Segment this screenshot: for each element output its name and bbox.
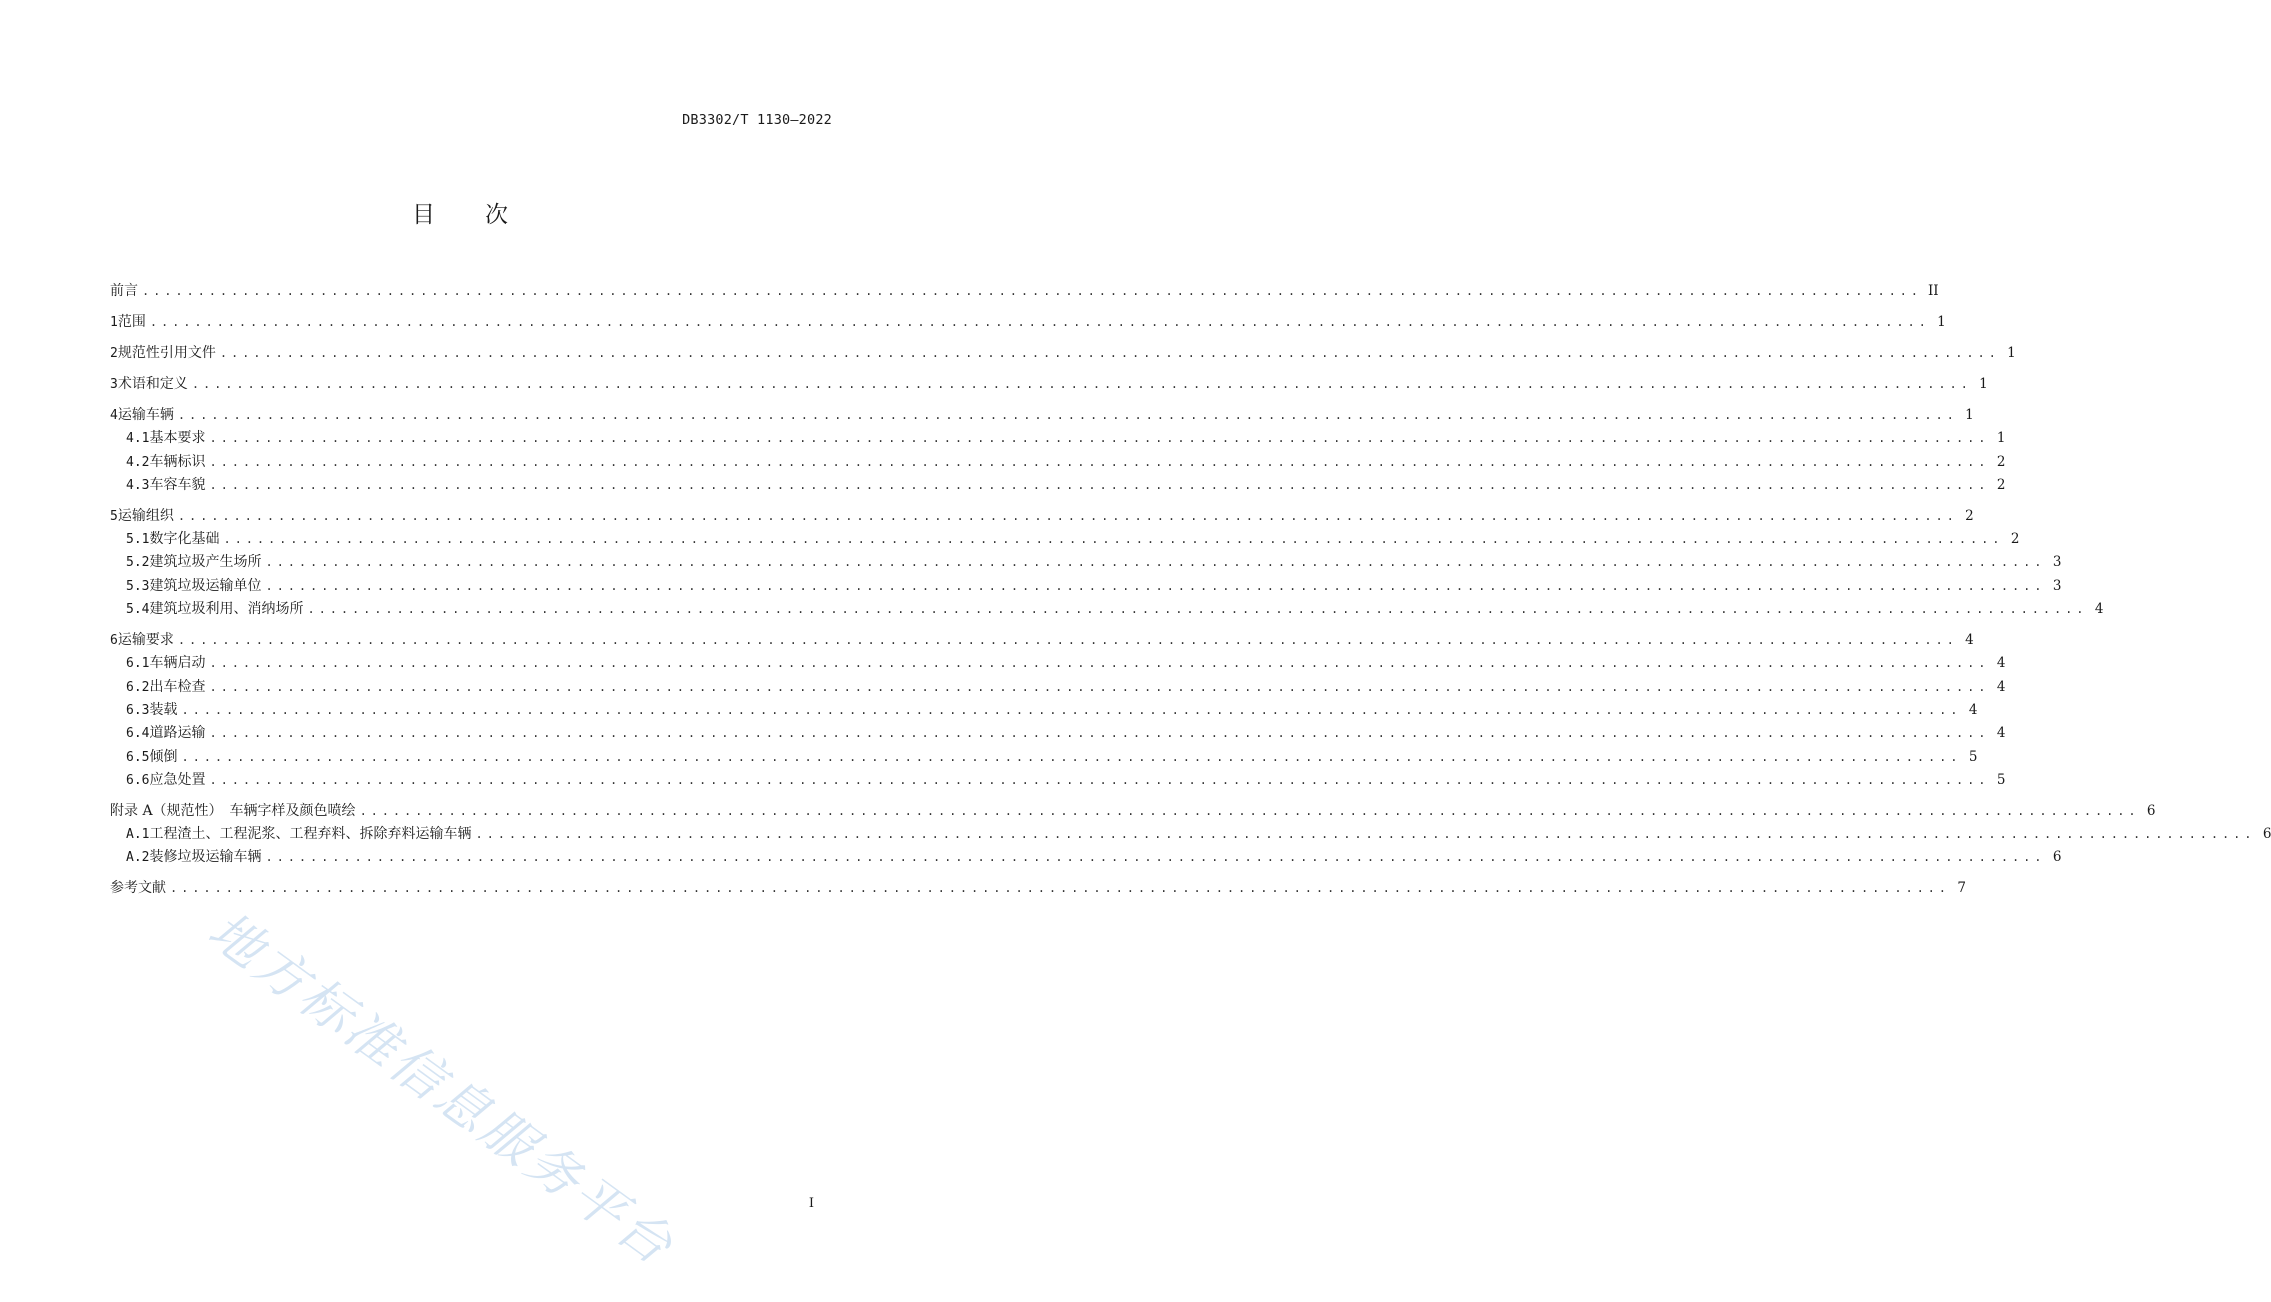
toc-heading-char-1: 目	[412, 202, 435, 228]
toc-entry[interactable]	[110, 747, 1978, 767]
toc-entry[interactable]	[110, 723, 2006, 743]
toc-entry-number: 3	[110, 377, 118, 392]
toc-leader-dots: ................................................................................................................................................................	[359, 803, 2140, 818]
toc-entry-number: 5.2	[126, 555, 150, 571]
toc-leader-dots: ................................................................................................................................................................	[177, 408, 1958, 422]
toc-entry-page: 4	[1965, 632, 1974, 649]
toc-entry[interactable]	[110, 847, 2062, 867]
toc-entry-number: 2	[110, 346, 118, 361]
toc-leader-dots: ................................................................................................................................................................	[209, 656, 1990, 671]
toc-entry-page: 1	[1979, 376, 1988, 392]
toc-leader-dots: ................................................................................................................................................................	[223, 532, 2004, 547]
toc-entry-label: 参考文献	[110, 880, 166, 897]
toc-entry-number: 6.5	[126, 749, 150, 765]
toc-entry-number: A.2	[126, 850, 150, 866]
toc-entry-page: 4	[1996, 678, 2006, 695]
toc-entry-page: 5	[1968, 748, 1978, 765]
footer-page-number: I	[808, 1196, 814, 1211]
toc-entry-label: 运输车辆	[117, 407, 174, 423]
toc-entry-label: 倾倒	[149, 748, 178, 765]
toc-leader-dots: ................................................................................................................................................................	[209, 726, 1990, 741]
toc-entry-page: 1	[2007, 345, 2016, 361]
toc-entry[interactable]	[110, 770, 2006, 790]
toc-entry-number: 1	[110, 315, 118, 330]
toc-entry-number: 4.3	[126, 477, 150, 493]
toc-entry-number: 6.3	[126, 702, 150, 718]
toc-entry-page: 4	[2094, 601, 2104, 618]
toc-entry-label: 范围	[117, 314, 146, 330]
toc-entry-page: II	[1927, 283, 1939, 299]
toc-entry[interactable]	[110, 312, 1946, 332]
toc-entry[interactable]	[110, 343, 2016, 363]
toc-entry-label: 前言	[110, 283, 138, 299]
toc-leader-dots: ................................................................................................................................................................	[209, 431, 1990, 446]
toc-entry-number: 5	[110, 508, 118, 524]
toc-entry-label: 建筑垃圾产生场所	[149, 554, 262, 571]
toc-leader-dots: ................................................................................................................................................................	[209, 454, 1990, 469]
toc-entry[interactable]	[110, 878, 1966, 898]
toc-entry-label: 规范性引用文件	[117, 345, 216, 361]
toc-leader-dots: ................................................................................................................................................................	[209, 477, 1990, 492]
toc-entry-page: 4	[1996, 725, 2006, 742]
toc-entry-number: 6.6	[126, 772, 150, 788]
toc-entry-number: 5.4	[126, 602, 150, 618]
toc-leader-dots: ................................................................................................................................................................	[191, 377, 1972, 391]
toc-entry[interactable]	[110, 653, 2006, 673]
toc-entry-label: 建筑垃圾运输单位	[149, 577, 262, 594]
document-code: DB3302/T 1130—2022	[682, 112, 832, 128]
toc-entry-number: 4	[110, 408, 118, 423]
toc-entry-page: 6	[2146, 802, 2156, 819]
toc-entry-number: 6.2	[126, 679, 150, 695]
toc-entry[interactable]	[110, 281, 1939, 301]
toc-leader-dots: ................................................................................................................................................................	[177, 633, 1958, 648]
toc-entry-page: 6	[2262, 826, 2271, 843]
toc-entry[interactable]	[110, 677, 2006, 697]
toc-entry-page: 1	[1965, 407, 1974, 423]
toc-entry-label: 附录 A（规范性） 车辆字样及颜色喷绘	[110, 802, 356, 819]
toc-entry-page: 7	[1957, 880, 1966, 897]
toc-entry-label: 装修垃圾运输车辆	[149, 849, 262, 866]
toc-entry[interactable]	[110, 529, 2020, 549]
toc-leader-dots: ................................................................................................................................................................	[209, 772, 1990, 787]
toc-leader-dots: ................................................................................................................................................................	[181, 749, 1962, 764]
toc-entry-number: 6.1	[126, 656, 150, 672]
toc-entry-number: 5.3	[126, 578, 150, 594]
toc-leader-dots: ................................................................................................................................................................	[265, 850, 2046, 865]
toc-leader-dots: ................................................................................................................................................................	[209, 679, 1990, 694]
toc-entry[interactable]	[110, 576, 2062, 596]
toc-leader-dots: ................................................................................................................................................................	[265, 555, 2046, 570]
toc-entry-page: 6	[2052, 849, 2062, 866]
toc-entry[interactable]	[110, 428, 2006, 448]
toc-entry-number: 6	[110, 633, 118, 649]
toc-entry-label: 应急处置	[149, 771, 206, 788]
toc-entry-page: 3	[2052, 554, 2062, 571]
toc-entry-page: 2	[2010, 531, 2020, 548]
toc-entry[interactable]	[110, 630, 1974, 650]
toc-leader-dots: ................................................................................................................................................................	[177, 508, 1958, 523]
toc-leader-dots: ................................................................................................................................................................	[149, 315, 1930, 329]
toc-entry-number: 4.1	[126, 431, 150, 447]
toc-entry-label: 出车检查	[149, 678, 206, 695]
watermark: 地方标准信息服务平台	[197, 900, 686, 1279]
toc-entry[interactable]	[110, 452, 2006, 472]
toc-entry-label: 运输要求	[117, 632, 174, 649]
toc-entry-label: 装载	[149, 701, 178, 718]
toc-entry-label: 建筑垃圾利用、消纳场所	[149, 601, 304, 618]
toc-entry-label: 术语和定义	[117, 376, 188, 392]
toc-entry[interactable]	[110, 475, 2006, 495]
toc-entry-label: 基本要求	[149, 430, 206, 447]
toc-leader-dots: ................................................................................................................................................................	[307, 602, 2088, 617]
toc-entry-page: 2	[1965, 507, 1974, 524]
toc-entry-page: 2	[1996, 453, 2006, 470]
toc-entry-number: 4.2	[126, 454, 150, 470]
toc-leader-dots: ................................................................................................................................................................	[219, 346, 2000, 360]
toc-entry[interactable]	[110, 506, 1974, 526]
toc-entry[interactable]	[110, 824, 2271, 844]
toc-entry-number: 6.4	[126, 726, 150, 742]
toc-heading-char-2: 次	[485, 202, 508, 228]
toc-entry-page: 3	[2052, 577, 2062, 594]
toc-entry-page: 2	[1996, 476, 2006, 493]
toc-entry-label: 道路运输	[149, 725, 206, 742]
toc-leader-dots: ................................................................................................................................................................	[265, 578, 2046, 593]
toc-leader-dots: ................................................................................................................................................................	[475, 827, 2256, 842]
toc-entry-number: A.1	[126, 827, 150, 843]
toc-entry-label: 运输组织	[117, 507, 174, 524]
toc-entry[interactable]	[110, 801, 2156, 821]
toc-leader-dots: ................................................................................................................................................................	[181, 702, 1962, 717]
toc-entry[interactable]	[110, 599, 2104, 619]
toc-entry[interactable]	[110, 374, 1988, 394]
toc-entry-label: 工程渣土、工程泥浆、工程弃料、拆除弃料运输车辆	[149, 826, 472, 843]
toc-leader-dots: ................................................................................................................................................................	[170, 881, 1950, 896]
toc-entry-label: 数字化基础	[149, 531, 220, 548]
toc-entry[interactable]	[110, 700, 1978, 720]
toc-entry-number: 5.1	[126, 532, 150, 548]
toc-entry-page: 4	[1968, 701, 1978, 718]
toc-entry-label: 车辆标识	[149, 453, 206, 470]
toc-entry-page: 5	[1996, 771, 2006, 788]
toc-entry-label: 车容车貌	[149, 476, 206, 493]
toc-entry[interactable]	[110, 552, 2062, 572]
toc-leader-dots: ................................................................................................................................................................	[142, 284, 1922, 298]
table-of-contents	[110, 281, 2271, 898]
toc-entry-page: 1	[1937, 314, 1946, 330]
toc-entry[interactable]	[110, 405, 1974, 425]
toc-entry-page: 4	[1996, 655, 2006, 672]
toc-entry-page: 1	[1996, 430, 2006, 447]
toc-heading	[0, 196, 920, 229]
toc-entry-label: 车辆启动	[149, 655, 206, 672]
